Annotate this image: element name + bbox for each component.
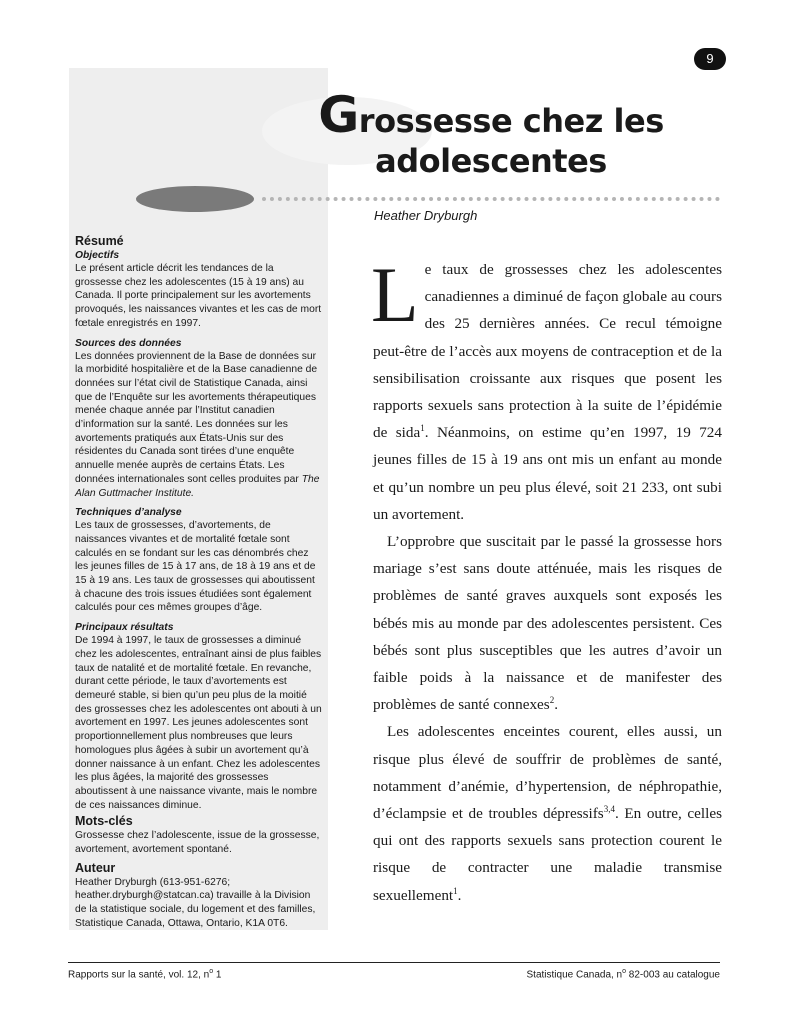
objectifs-heading: Objectifs: [75, 250, 120, 261]
sources-heading: Sources des données: [75, 337, 182, 349]
dark-ellipse-decoration: [136, 186, 254, 212]
body-paragraph-2: [373, 528, 722, 718]
objectifs-text: Le présent article décrit les tendances de la grossesse chez les adolescentes (15 à 19 ans) au Canada. Il porte principalement sur les avortements provoqués, les naissances vivantes et les cas de mort fœtale enregistrés en 1997.: [75, 263, 322, 329]
footer-left-a: Rapports sur la santé, vol. 12, n: [68, 969, 210, 981]
abstract-sidebar: [75, 232, 323, 931]
p2-text-b: .: [554, 696, 558, 714]
p2-text-a: L’opprobre que suscitait par le passé la grossesse hors mariage s’est sans doute atténuée, mais les risques de problèmes de santé graves auxquels sont exposés les bébés mis au monde par des adolescentes persistent. Ces bébés sont plus susceptibles que les autres d’avoir un faible poids à la naissance et de manifester des problèmes de santé connexes: [373, 533, 722, 714]
reference-mark: 2: [549, 695, 555, 706]
footer-right-a: Statistique Canada, n: [526, 969, 623, 981]
footer-left-sup: o: [209, 968, 214, 975]
sources-text: [75, 350, 323, 501]
p3-text-a: Les adolescentes enceintes courent, elles aussi, un risque plus élevé de souffrir de problèmes de santé, notamment d’anémie, d’hypertension, de néphropathie, d’éclampsie et de troubles dépressifs: [373, 723, 722, 823]
reference-mark: 1: [453, 885, 458, 896]
resultats-text: De 1994 à 1997, le taux de grossesses a diminué chez les adolescentes, entraînant ainsi de plus faibles taux de natalité et de mortalité fœtale. En revanche, durant cette période, le taux d’avortements est demeuré stable, si bien qu’un peu plus de la moitié des grossesses chez les adolescentes ont abouti à un avortement en 1997. Les jeunes adolescentes sont proportionnellement plus nombreuses que leurs homologues plus âgées à subir un avortement qu’à donner naissance à un enfant. Chez les adolescentes les plus âgées, la majorité des grossesses aboutissent à une naissance vivante, mais le nombre de ces naissances diminue.: [75, 635, 322, 811]
reference-mark: 1: [420, 423, 425, 434]
sources-body: Les données proviennent de la Base de données sur la morbidité hospitalière et de la Base canadienne de données sur l’état civil de Statistique Canada, ainsi que de l’Enquête sur les avortements thérapeutiques menée chaque année par l’Institut canadien d’information sur la santé. Les données sur les avortements pratiqués aux États-Unis sur des résidentes du Canada sont tirées d’une enquête annuelle menée auprès de certains États. Les données internationales sont celles produites par: [75, 350, 318, 485]
title-initial: G: [318, 86, 359, 144]
article-author: Heather Dryburgh: [374, 208, 478, 223]
auteur-heading: Auteur: [75, 860, 116, 875]
auteur-text: Heather Dryburgh (613-951-6276; heather.dryburgh@statcan.ca) travaille à la Division de la statistique sociale, du logement et des familles, Statistique Canada, Ottawa, Ontario, K1A 0T6.: [75, 876, 316, 929]
p1-text-b: . Néanmoins, on estime qu’en 1997, 19 724 jeunes filles de 15 à 19 ans ont mis un enfant au monde et qu’un nombre un peu plus élevé, soit 21 233, ont subi un avortement.: [373, 424, 722, 523]
p3-text-b: . En outre, celles qui ont des rapports sexuels sans protection courent le risque de contracter une maladie transmise sexuellement: [373, 805, 722, 904]
techniques-heading: Techniques d’analyse: [75, 507, 182, 519]
p1-text-a: e taux de grossesses chez les adolescentes canadiennes a diminué de façon globale au cours des 25 dernières années. Ce recul témoigne peut-être de l’accès aux moyens de contraception et de la sensibilisation croissante aux risques que posent les rapports sexuels sans protection à la suite de l’épidémie de sida: [373, 261, 722, 442]
body-paragraph-1: [371, 251, 722, 528]
title-line1: rossesse chez les: [358, 102, 664, 140]
footer-left-b: 1: [213, 969, 222, 981]
reference-mark: 3,4: [603, 804, 615, 814]
resultats-heading: Principaux résultats: [75, 622, 174, 634]
footer-right-b: 82-003 au catalogue: [626, 969, 720, 981]
dropcap-letter: L: [371, 251, 419, 338]
footer-journal: [68, 968, 221, 980]
title-line2: adolescentes: [375, 142, 607, 180]
page-number-badge: 9: [694, 48, 726, 70]
footer-catalogue: [527, 968, 721, 980]
footer-rule: [68, 962, 720, 963]
sources-institute: The Alan Guttmacher Institute.: [75, 473, 320, 499]
body-paragraph-3: [373, 718, 722, 908]
p3-text-c: .: [457, 886, 462, 904]
resume-heading: Résumé: [75, 234, 124, 248]
dotted-rule: [262, 197, 720, 201]
article-title: [296, 86, 686, 181]
article-body: [371, 251, 722, 909]
mots-cles-text: Grossesse chez l’adolescente, issue de la grossesse, avortement, avortement spontané.: [75, 830, 320, 856]
techniques-text: Les taux de grossesses, d’avortements, de naissances vivantes et de mortalité fœtale sont calculés en se fondant sur les cas dénombrés chez les jeunes filles de 15 à 17 ans, de 18 à 19 ans et de 15 à 19 ans. Les taux de grossesses qui aboutissent à chacune des trois issues étudiées sont également calculés pour ces mêmes groupes d’âge.: [75, 520, 316, 614]
mots-cles-heading: Mots-clés: [75, 814, 133, 829]
footer-right-sup: o: [622, 968, 627, 975]
